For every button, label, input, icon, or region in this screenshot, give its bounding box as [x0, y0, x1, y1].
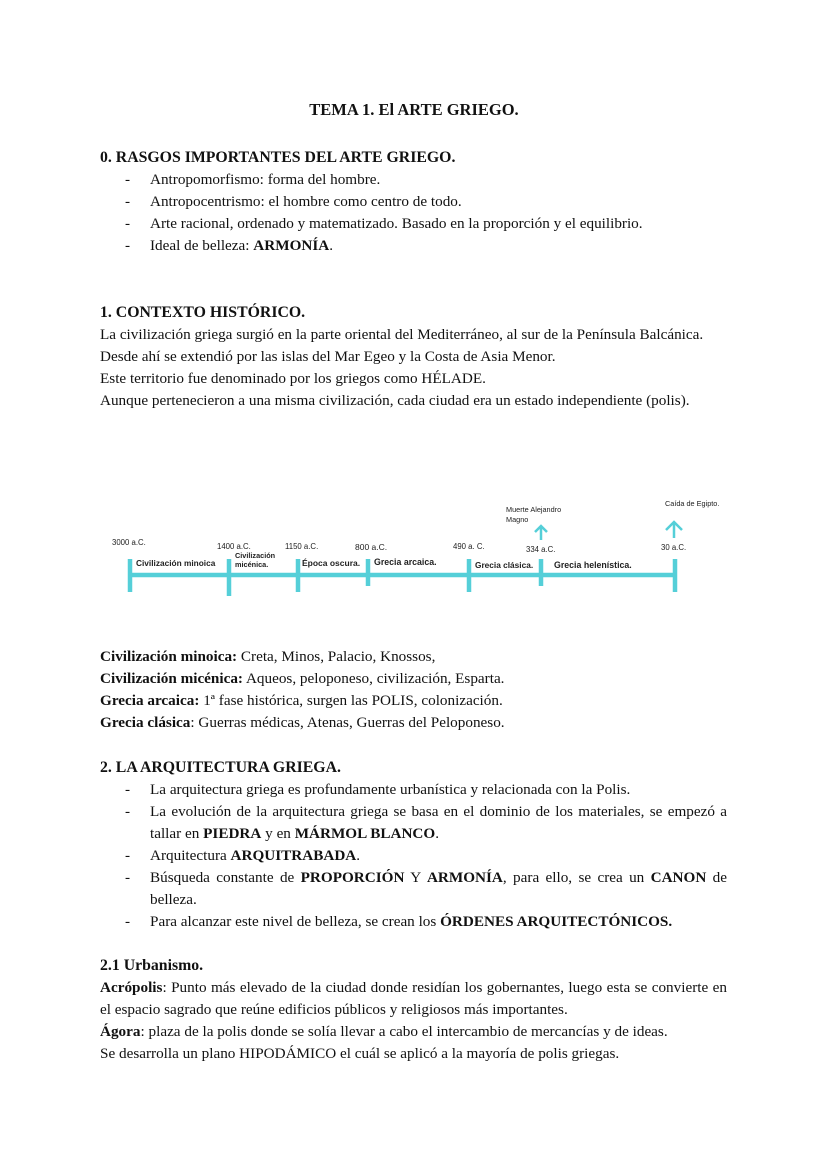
paragraph: Este territorio fue denominado por los griegos como HÉLADE.: [100, 370, 486, 387]
timeline-event: Caída de Egipto.: [665, 499, 720, 508]
definition-item: Civilización micénica: Aqueos, peloponeso, civilización, Esparta.: [100, 670, 505, 687]
section-urbanismo: [100, 955, 727, 1065]
timeline-period-line: Civilización: [235, 551, 276, 560]
timeline-date: 1400 a.C.: [217, 542, 251, 551]
timeline-date: 1150 a.C.: [285, 542, 319, 551]
timeline-period: [235, 551, 277, 569]
section-rasgos: [100, 147, 727, 257]
list-item: - Ideal de belleza: ARMONÍA.: [100, 235, 727, 257]
timeline-period: Grecia helenística.: [554, 560, 632, 570]
list-item: - Búsqueda constante de PROPORCIÓN Y ARMONÍA, para ello, se crea un CANON de belleza.: [100, 867, 727, 911]
section-arquitectura: [100, 757, 727, 933]
section-heading: 2.1 Urbanismo.: [100, 957, 204, 974]
timeline-event-line: Magno: [506, 515, 529, 524]
paragraph: Se desarrolla un plano HIPODÁMICO el cuál se aplicó a la mayoría de polis griegas.: [100, 1045, 620, 1062]
timeline-event-line: Muerte Alejandro: [506, 505, 562, 514]
timeline-period-line: micénica.: [235, 560, 269, 569]
timeline-period: Grecia arcaica.: [374, 557, 437, 567]
timeline-date: 30 a.C.: [661, 543, 687, 552]
list-item: - Arquitectura ARQUITRABADA.: [100, 845, 727, 867]
section-heading: 0. RASGOS IMPORTANTES DEL ARTE GRIEGO.: [100, 149, 456, 166]
up-arrow-icon: [535, 526, 547, 540]
paragraph: Aunque pertenecieron a una misma civilización, cada ciudad era un estado independiente (polis).: [100, 392, 690, 409]
definition-item: Civilización minoica: Creta, Minos, Palacio, Knossos,: [100, 648, 436, 665]
section-heading: 1. CONTEXTO HISTÓRICO.: [100, 304, 306, 321]
timeline-date: 490 a. C.: [453, 542, 485, 551]
definition-item: Grecia arcaica: 1ª fase histórica, surgen las POLIS, colonización.: [100, 692, 503, 709]
timeline-period: Época oscura.: [302, 558, 361, 568]
definition-item: Grecia clásica: Guerras médicas, Atenas, Guerras del Peloponeso.: [100, 714, 505, 731]
bullet-list: [100, 169, 727, 257]
list-item: - La evolución de la arquitectura griega se basa en el dominio de los materiales, se empezó a tallar en PIEDRA y en MÁRMOL BLANCO.: [100, 801, 727, 845]
timeline-date: 334 a.C.: [526, 545, 556, 554]
page-title: TEMA 1. El ARTE GRIEGO.: [309, 100, 519, 119]
list-item: - Para alcanzar este nivel de belleza, se crean los ÓRDENES ARQUITECTÓNICOS.: [100, 911, 727, 933]
paragraph: Ágora: plaza de la polis donde se solía llevar a cabo el intercambio de mercancías y de ideas.: [100, 1023, 668, 1040]
bullet-list: [100, 779, 727, 933]
section-contexto: [100, 302, 727, 412]
list-item: - Antropomorfismo: forma del hombre.: [100, 169, 727, 191]
definitions-list: [100, 646, 727, 734]
up-arrow-icon: [666, 522, 682, 538]
timeline-date: 3000 a.C.: [112, 538, 146, 547]
timeline-diagram: [100, 490, 740, 605]
list-item: - Antropocentrismo: el hombre como centro de todo.: [100, 191, 727, 213]
paragraph: La civilización griega surgió en la parte oriental del Mediterráneo, al sur de la Península Balcánica.: [100, 326, 704, 343]
section-heading: 2. LA ARQUITECTURA GRIEGA.: [100, 759, 341, 776]
timeline-date: 800 a.C.: [355, 542, 388, 552]
timeline-period: Grecia clásica.: [475, 560, 534, 570]
timeline-period: Civilización minoica: [136, 558, 216, 568]
list-item: - Arte racional, ordenado y matematizado. Basado en la proporción y el equilibrio.: [100, 213, 727, 235]
list-item: - La arquitectura griega es profundamente urbanística y relacionada con la Polis.: [100, 779, 727, 801]
timeline-event: [506, 505, 563, 524]
paragraph: Desde ahí se extendió por las islas del Mar Egeo y la Costa de Asia Menor.: [100, 348, 556, 365]
paragraph: Acrópolis: Punto más elevado de la ciudad donde residían los gobernantes, luego esta se convierte en el espacio sagrado que reúne edificios públicos y religiosos más importantes.: [100, 979, 727, 1018]
